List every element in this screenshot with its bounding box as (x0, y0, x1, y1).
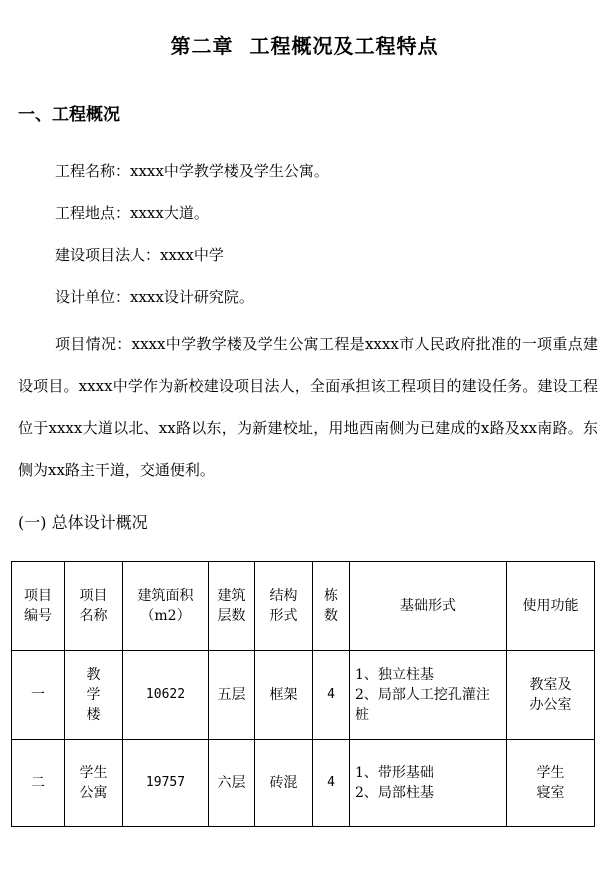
design-unit-line: 设计单位：xxxx设计研究院。 (55, 288, 254, 306)
cell-structure: 框架 (255, 651, 313, 740)
header-project-id: 项目 编号 (12, 562, 65, 651)
table-header-row (12, 562, 595, 651)
project-owner-line: 建设项目法人：xxxx中学 (55, 246, 224, 264)
cell-usage: 学生 寝室 (507, 740, 595, 827)
cell-usage: 教室及 办公室 (507, 651, 595, 740)
table-row (12, 740, 595, 827)
header-project-name: 项目 名称 (65, 562, 123, 651)
section-heading: 一、工程概况 (18, 105, 120, 125)
header-foundation-type: 基础形式 (350, 562, 507, 651)
cell-project-id: 一 (12, 651, 65, 740)
project-name-line: 工程名称：xxxx中学教学楼及学生公寓。 (55, 162, 329, 180)
cell-building-count: 4 (313, 740, 350, 827)
cell-project-name: 教 学 楼 (65, 651, 123, 740)
cell-floors: 六层 (209, 740, 255, 827)
subsection-heading: (一) 总体设计概况 (18, 513, 148, 532)
cell-project-name: 学生 公寓 (65, 740, 123, 827)
header-floors: 建筑 层数 (209, 562, 255, 651)
project-situation-paragraph: 项目情况：xxxx中学教学楼及学生公寓工程是xxxx市人民政府批准的一项重点建设项目。xxxx中学作为新校建设项目法人，全面承担该工程项目的建设任务。建设工程位于xxxx大道以北、xx路以东，为新建校址，用地西南侧为已建成的x路及xx南路。东侧为xx路主干道，交通便利。 (18, 335, 598, 479)
cell-floors: 五层 (209, 651, 255, 740)
page-title: 第二章 工程概况及工程特点 (170, 34, 439, 58)
header-building-count: 栋 数 (313, 562, 350, 651)
header-building-area: 建筑面积 （m2） (123, 562, 209, 651)
cell-structure: 砖混 (255, 740, 313, 827)
cell-foundation-type: 1、带形基础 2、局部柱基 (350, 740, 507, 827)
header-usage: 使用功能 (507, 562, 595, 651)
cell-building-area: 10622 (123, 651, 209, 740)
cell-building-count: 4 (313, 651, 350, 740)
cell-foundation-type: 1、独立柱基 2、局部人工挖孔灌注桩 (350, 651, 507, 740)
table-row (12, 651, 595, 740)
header-structure: 结构 形式 (255, 562, 313, 651)
cell-project-id: 二 (12, 740, 65, 827)
design-overview-table (11, 561, 595, 827)
project-site-line: 工程地点：xxxx大道。 (55, 204, 209, 222)
cell-building-area: 19757 (123, 740, 209, 827)
